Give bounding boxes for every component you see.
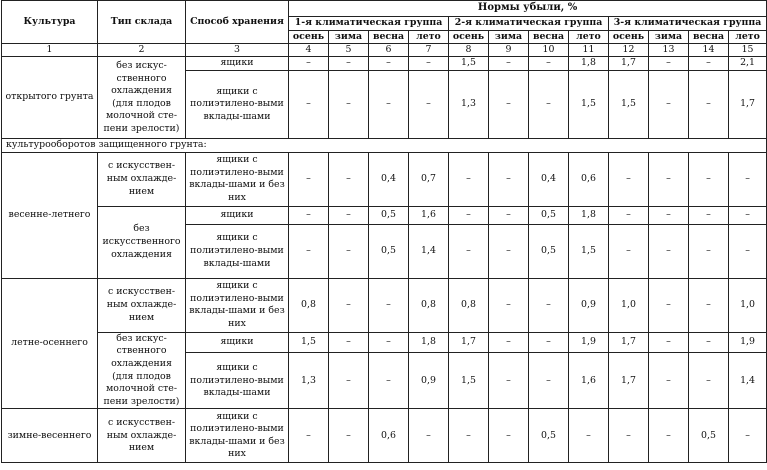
storage-method-cell: ящики с полиэтилено-выми вклады-шами и без них — [186, 409, 289, 463]
value-cell: 1,8 — [569, 206, 609, 224]
value-cell: – — [729, 152, 767, 206]
storage-method-cell: ящики с полиэтилено-выми вклады-шами — [186, 353, 289, 409]
value-cell: – — [489, 332, 529, 352]
culture-cell: зимне-весеннего — [2, 409, 98, 463]
season-header: весна — [689, 30, 729, 44]
value-cell: – — [489, 152, 529, 206]
value-cell: – — [649, 353, 689, 409]
value-cell: – — [729, 224, 767, 278]
season-header: осень — [449, 30, 489, 44]
value-cell: – — [369, 332, 409, 352]
section-title: культурооборотов защищенного грунта: — [2, 139, 767, 153]
value-cell: 0,5 — [689, 409, 729, 463]
value-cell: – — [329, 71, 369, 139]
value-cell: 1,3 — [289, 353, 329, 409]
value-cell: – — [449, 224, 489, 278]
value-cell: – — [649, 409, 689, 463]
table-row — [2, 332, 767, 352]
storage-method-cell: ящики — [186, 57, 289, 71]
value-cell: 1,7 — [609, 332, 649, 352]
value-cell: – — [489, 224, 529, 278]
table-row — [2, 409, 767, 463]
storage-type-cell: без искусственного охлаждения — [98, 206, 186, 278]
value-cell: – — [489, 278, 529, 332]
season-header: весна — [529, 30, 569, 44]
value-cell: 0,9 — [569, 278, 609, 332]
value-cell: 2,1 — [729, 57, 767, 71]
value-cell: 1,9 — [729, 332, 767, 352]
value-cell: – — [369, 71, 409, 139]
value-cell: 1,7 — [609, 57, 649, 71]
value-cell: – — [529, 353, 569, 409]
value-cell: 1,9 — [569, 332, 609, 352]
header-norms: Нормы убыли, % — [289, 1, 767, 17]
culture-cell: открытого грунта — [2, 57, 98, 139]
value-cell: – — [689, 332, 729, 352]
value-cell: – — [529, 57, 569, 71]
value-cell: – — [329, 224, 369, 278]
value-cell: 1,8 — [409, 332, 449, 352]
storage-type-cell: с искусствен-ным охлажде-нием — [98, 152, 186, 206]
header-group-2: 2-я климатическая группа — [449, 17, 609, 31]
table-row — [2, 206, 767, 224]
table-row — [2, 57, 767, 71]
value-cell: – — [329, 278, 369, 332]
value-cell: – — [409, 57, 449, 71]
value-cell: 0,4 — [369, 152, 409, 206]
value-cell: 1,3 — [449, 71, 489, 139]
value-cell: – — [569, 409, 609, 463]
header-group-3: 3-я климатическая группа — [609, 17, 767, 31]
value-cell: – — [329, 57, 369, 71]
value-cell: – — [369, 278, 409, 332]
value-cell: – — [729, 206, 767, 224]
column-number: 9 — [489, 44, 529, 57]
table-row — [2, 278, 767, 332]
column-number: 12 — [609, 44, 649, 57]
value-cell: – — [489, 71, 529, 139]
season-header: зима — [649, 30, 689, 44]
header-storage-type: Тип склада — [98, 1, 186, 44]
column-number: 6 — [369, 44, 409, 57]
value-cell: 1,0 — [609, 278, 649, 332]
value-cell: – — [329, 152, 369, 206]
value-cell: – — [529, 71, 569, 139]
season-header: лето — [729, 30, 767, 44]
value-cell: – — [529, 332, 569, 352]
culture-cell: весенне-летнего — [2, 152, 98, 278]
storage-type-cell: без искус-ственного охлаждения (для плодов молочной сте-пени зрелости) — [98, 332, 186, 409]
value-cell: 1,0 — [729, 278, 767, 332]
column-number: 1 — [2, 44, 98, 57]
culture-cell: летне-осеннего — [2, 278, 98, 409]
season-header: лето — [409, 30, 449, 44]
value-cell: – — [529, 278, 569, 332]
value-cell: – — [329, 409, 369, 463]
value-cell: – — [369, 57, 409, 71]
storage-method-cell: ящики с полиэтилено-выми вклады-шами и без них — [186, 278, 289, 332]
loss-norms-table — [1, 0, 767, 463]
value-cell: 0,6 — [569, 152, 609, 206]
value-cell: – — [489, 206, 529, 224]
value-cell: 0,8 — [449, 278, 489, 332]
value-cell: 1,6 — [409, 206, 449, 224]
value-cell: – — [689, 152, 729, 206]
value-cell: – — [649, 152, 689, 206]
value-cell: 0,8 — [409, 278, 449, 332]
value-cell: 0,5 — [369, 206, 409, 224]
value-cell: 0,5 — [369, 224, 409, 278]
value-cell: – — [289, 224, 329, 278]
value-cell: – — [289, 152, 329, 206]
value-cell: 0,5 — [529, 224, 569, 278]
value-cell: 1,4 — [729, 353, 767, 409]
value-cell: 0,5 — [529, 409, 569, 463]
value-cell: – — [289, 409, 329, 463]
storage-method-cell: ящики с полиэтилено-выми вклады-шами и без них — [186, 152, 289, 206]
value-cell: 0,9 — [409, 353, 449, 409]
value-cell: – — [649, 206, 689, 224]
header-culture: Культура — [2, 1, 98, 44]
value-cell: – — [689, 57, 729, 71]
value-cell: – — [449, 206, 489, 224]
season-header: зима — [489, 30, 529, 44]
value-cell: – — [449, 152, 489, 206]
value-cell: – — [689, 353, 729, 409]
value-cell: – — [649, 71, 689, 139]
value-cell: – — [369, 353, 409, 409]
value-cell: – — [289, 57, 329, 71]
value-cell: – — [289, 206, 329, 224]
value-cell: 1,6 — [569, 353, 609, 409]
section-row — [2, 139, 767, 153]
value-cell: – — [609, 206, 649, 224]
column-number: 15 — [729, 44, 767, 57]
value-cell: 1,7 — [609, 353, 649, 409]
value-cell: – — [409, 71, 449, 139]
column-number: 5 — [329, 44, 369, 57]
value-cell: 1,7 — [729, 71, 767, 139]
storage-method-cell: ящики — [186, 332, 289, 352]
storage-type-cell: с искусствен-ным охлажде-нием — [98, 278, 186, 332]
value-cell: – — [689, 71, 729, 139]
season-header: весна — [369, 30, 409, 44]
storage-type-cell: с искусствен-ным охлажде-нием — [98, 409, 186, 463]
column-number: 2 — [98, 44, 186, 57]
season-header: зима — [329, 30, 369, 44]
value-cell: – — [609, 409, 649, 463]
value-cell: – — [689, 224, 729, 278]
value-cell: – — [689, 206, 729, 224]
column-number: 3 — [186, 44, 289, 57]
value-cell: – — [489, 353, 529, 409]
value-cell: – — [649, 278, 689, 332]
column-number-row — [2, 44, 767, 57]
column-number: 13 — [649, 44, 689, 57]
value-cell: – — [329, 353, 369, 409]
value-cell: 1,5 — [449, 353, 489, 409]
value-cell: – — [649, 57, 689, 71]
column-number: 14 — [689, 44, 729, 57]
header-storage-method: Способ хранения — [186, 1, 289, 44]
value-cell: – — [689, 278, 729, 332]
storage-method-cell: ящики с полиэтилено-выми вклады-шами — [186, 224, 289, 278]
column-number: 4 — [289, 44, 329, 57]
storage-method-cell: ящики — [186, 206, 289, 224]
value-cell: – — [329, 332, 369, 352]
value-cell: – — [489, 409, 529, 463]
column-number: 10 — [529, 44, 569, 57]
season-header: осень — [289, 30, 329, 44]
column-number: 8 — [449, 44, 489, 57]
value-cell: – — [609, 224, 649, 278]
value-cell: 0,7 — [409, 152, 449, 206]
value-cell: – — [649, 332, 689, 352]
value-cell: 0,6 — [369, 409, 409, 463]
season-header: осень — [609, 30, 649, 44]
value-cell: 0,4 — [529, 152, 569, 206]
value-cell: – — [729, 409, 767, 463]
value-cell: 0,5 — [529, 206, 569, 224]
value-cell: – — [649, 224, 689, 278]
storage-method-cell: ящики с полиэтилено-выми вклады-шами — [186, 71, 289, 139]
season-header: лето — [569, 30, 609, 44]
column-number: 11 — [569, 44, 609, 57]
value-cell: 1,5 — [569, 71, 609, 139]
value-cell: – — [609, 152, 649, 206]
column-number: 7 — [409, 44, 449, 57]
value-cell: – — [289, 71, 329, 139]
value-cell: 1,4 — [409, 224, 449, 278]
value-cell: 1,7 — [449, 332, 489, 352]
value-cell: 1,5 — [449, 57, 489, 71]
value-cell: 0,8 — [289, 278, 329, 332]
table-row — [2, 152, 767, 206]
value-cell: – — [409, 409, 449, 463]
value-cell: – — [489, 57, 529, 71]
storage-type-cell: без искус-ственного охлаждения (для плодов молочной сте-пени зрелости) — [98, 57, 186, 139]
value-cell: 1,5 — [289, 332, 329, 352]
value-cell: 1,5 — [609, 71, 649, 139]
value-cell: 1,5 — [569, 224, 609, 278]
value-cell: – — [449, 409, 489, 463]
value-cell: 1,8 — [569, 57, 609, 71]
value-cell: – — [329, 206, 369, 224]
header-group-1: 1-я климатическая группа — [289, 17, 449, 31]
